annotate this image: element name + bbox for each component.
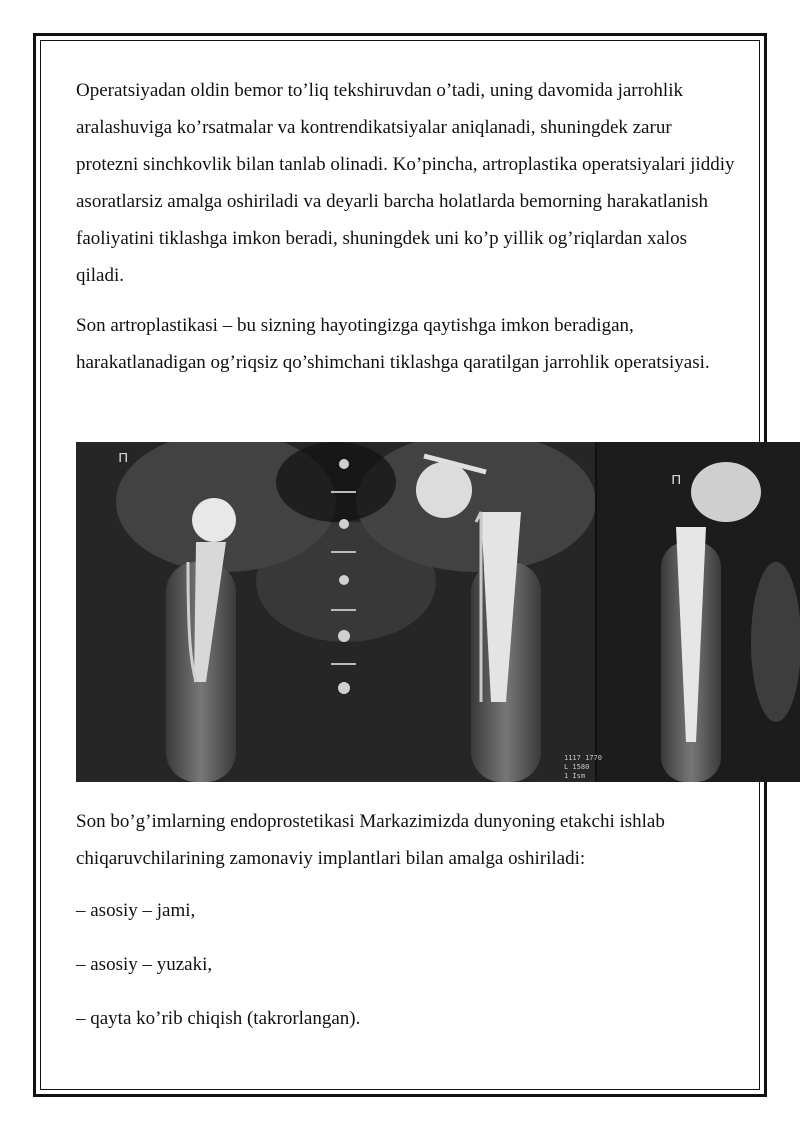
xray-label-a: 1117 1770 xyxy=(564,754,602,762)
paragraph-hip-arthroplasty: Son artroplastikasi – bu sizning hayotingizga qaytishga imkon beradigan, harakatlanadigan og’riqsiz qo’shimchani tiklashga qaratilgan jarrohlik operatsiyasi. xyxy=(76,315,710,373)
list-item: – qayta ko’rib chiqish (takrorlangan). xyxy=(76,1008,361,1029)
marker-left: п xyxy=(118,447,129,466)
intro-text xyxy=(76,72,736,394)
paragraph-preoperative: Operatsiyadan oldin bemor to’liq tekshiruvdan o’tadi, uning davomida jarrohlik aralashuviga ko’rsatmalar va kontrendikatsiyalar aniqlanadi, shuningdek zarur protezni sinchkovlik bilan tanlab olinadi. Ko’pincha, artroplastika operatsiyalari jiddiy asoratlarsiz amalga oshiriladi va deyarli barcha holatlarda bemorning harakatlanish faoliyatini tiklashga imkon beradi, shuningdek uni ko’p yillik og’riqlardan xalos qiladi. xyxy=(76,80,735,286)
list-item: – asosiy – jami, xyxy=(76,900,196,921)
marker-right: п xyxy=(671,469,682,488)
list-item: – asosiy – yuzaki, xyxy=(76,954,213,975)
xray-label-b: L 1580 xyxy=(564,763,590,771)
xray-label-c: 1 Ism xyxy=(564,772,586,780)
xray-image xyxy=(76,442,800,782)
paragraph-endoprosthetics: Son bo’g’imlarning endoprostetikasi Markazimizda dunyoning etakchi ishlab chiqaruvchilarining zamonaviy implantlari bilan amalga oshiriladi: xyxy=(76,811,665,869)
after-image-text xyxy=(76,803,736,1054)
